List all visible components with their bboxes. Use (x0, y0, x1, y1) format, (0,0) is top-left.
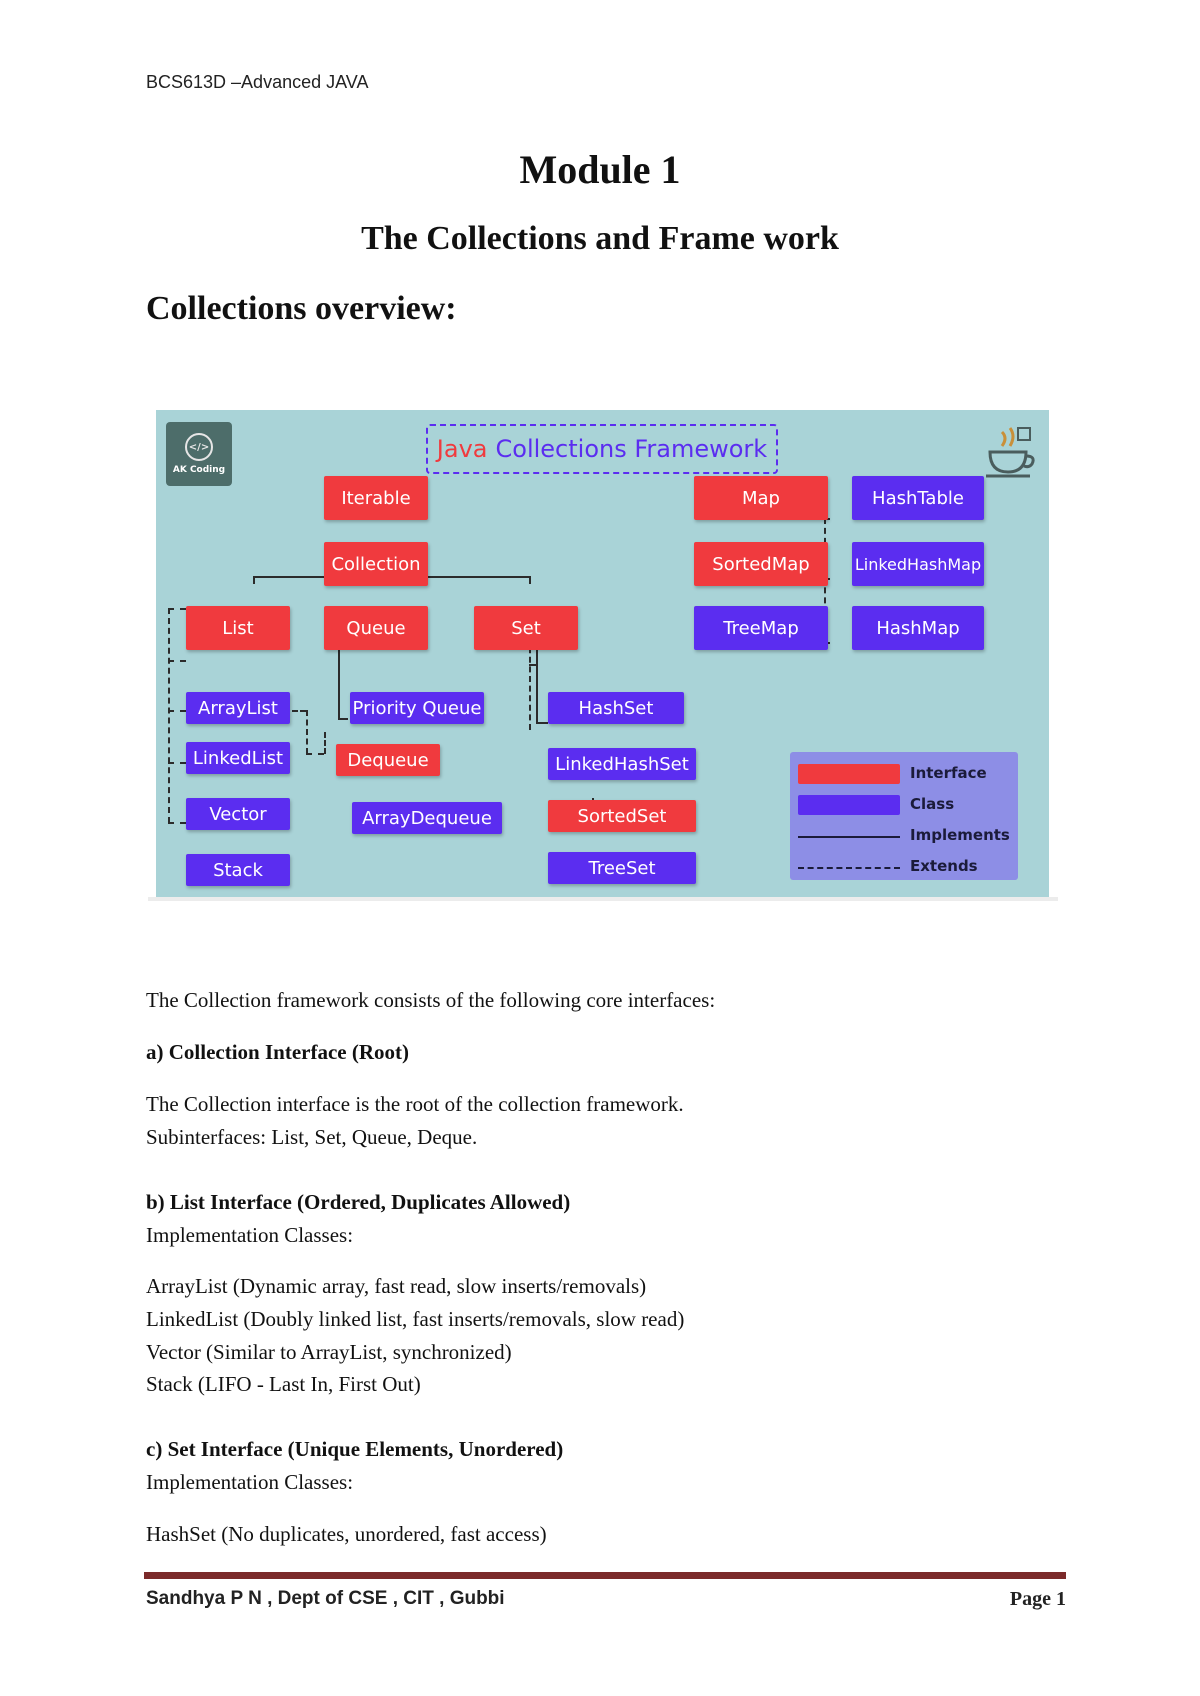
node-linkedhashset: LinkedHashSet (548, 748, 696, 780)
node-map: Map (694, 476, 828, 520)
intro-paragraph: The Collection framework consists of the following core interfaces: (146, 988, 716, 1012)
node-vector: Vector (186, 798, 290, 830)
node-hashset: HashSet (548, 692, 684, 724)
footer-divider (144, 1572, 1066, 1579)
list-item: ArrayList (Dynamic array, fast read, slow inserts/removals) (146, 1274, 647, 1298)
node-stack: Stack (186, 854, 290, 886)
node-dequeue: Dequeue (336, 744, 440, 776)
section-heading: Collections overview: (146, 290, 457, 327)
set-impl-label: Implementation Classes: (146, 1470, 354, 1494)
legend-implements-line (798, 836, 900, 838)
diagram-legend (790, 752, 1018, 880)
node-collection: Collection (324, 542, 428, 586)
legend-extends-label: Extends (910, 857, 978, 875)
diagram-title-java: Java (436, 435, 488, 463)
node-hashtable: HashTable (852, 476, 984, 520)
module-subtitle: The Collections and Frame work (361, 220, 839, 257)
legend-implements-label: Implements (910, 826, 1010, 844)
coffee-cup-icon (982, 422, 1038, 480)
diagram-title-rest: Collections Framework (495, 435, 768, 463)
list-item: LinkedList (Doubly linked list, fast inserts/removals, slow read) (146, 1307, 685, 1331)
list-item: HashSet (No duplicates, unordered, fast access) (146, 1522, 547, 1546)
list-item: Vector (Similar to ArrayList, synchronized) (146, 1340, 512, 1364)
node-set: Set (474, 606, 578, 650)
node-treemap: TreeMap (694, 606, 828, 650)
legend-interface-label: Interface (910, 764, 987, 782)
node-queue: Queue (324, 606, 428, 650)
legend-interface-swatch (798, 764, 900, 784)
footer-author: Sandhya P N , Dept of CSE , CIT , Gubbi (146, 1588, 505, 1609)
node-sortedset: SortedSet (548, 800, 696, 832)
node-hashmap: HashMap (852, 606, 984, 650)
logo-label: AK Coding (172, 465, 226, 475)
legend-class-label: Class (910, 795, 955, 813)
node-linkedlist: LinkedList (186, 742, 290, 774)
legend-extends-line (798, 867, 900, 869)
node-sortedmap: SortedMap (694, 542, 828, 586)
diagram-title (426, 424, 778, 474)
collection-description: The Collection interface is the root of the collection framework. (146, 1092, 684, 1116)
list-item: Stack (LIFO - Last In, First Out) (146, 1372, 421, 1396)
diagram-bottom-edge (148, 897, 1058, 901)
page-number: Page 1 (1009, 1588, 1066, 1610)
ak-coding-logo (166, 422, 232, 486)
node-treeset: TreeSet (548, 852, 696, 884)
collection-subinterfaces: Subinterfaces: List, Set, Queue, Deque. (146, 1125, 478, 1149)
node-arraylist: ArrayList (186, 692, 290, 724)
collections-framework-diagram (156, 410, 1049, 897)
node-list: List (186, 606, 290, 650)
code-icon: </> (185, 433, 213, 461)
node-linkedhashmap: LinkedHashMap (852, 542, 984, 586)
heading-set-interface: c) Set Interface (Unique Elements, Unordered) (146, 1437, 564, 1461)
legend-class-swatch (798, 795, 900, 815)
module-title: Module 1 (519, 147, 681, 192)
node-arraydequeue: ArrayDequeue (352, 802, 502, 834)
running-header: BCS613D –Advanced JAVA (146, 72, 369, 92)
heading-collection-interface: a) Collection Interface (Root) (146, 1040, 409, 1064)
heading-list-interface: b) List Interface (Ordered, Duplicates Allowed) (146, 1190, 571, 1214)
node-iterable: Iterable (324, 476, 428, 520)
node-priorityqueue: Priority Queue (350, 692, 484, 724)
list-impl-label: Implementation Classes: (146, 1223, 354, 1247)
